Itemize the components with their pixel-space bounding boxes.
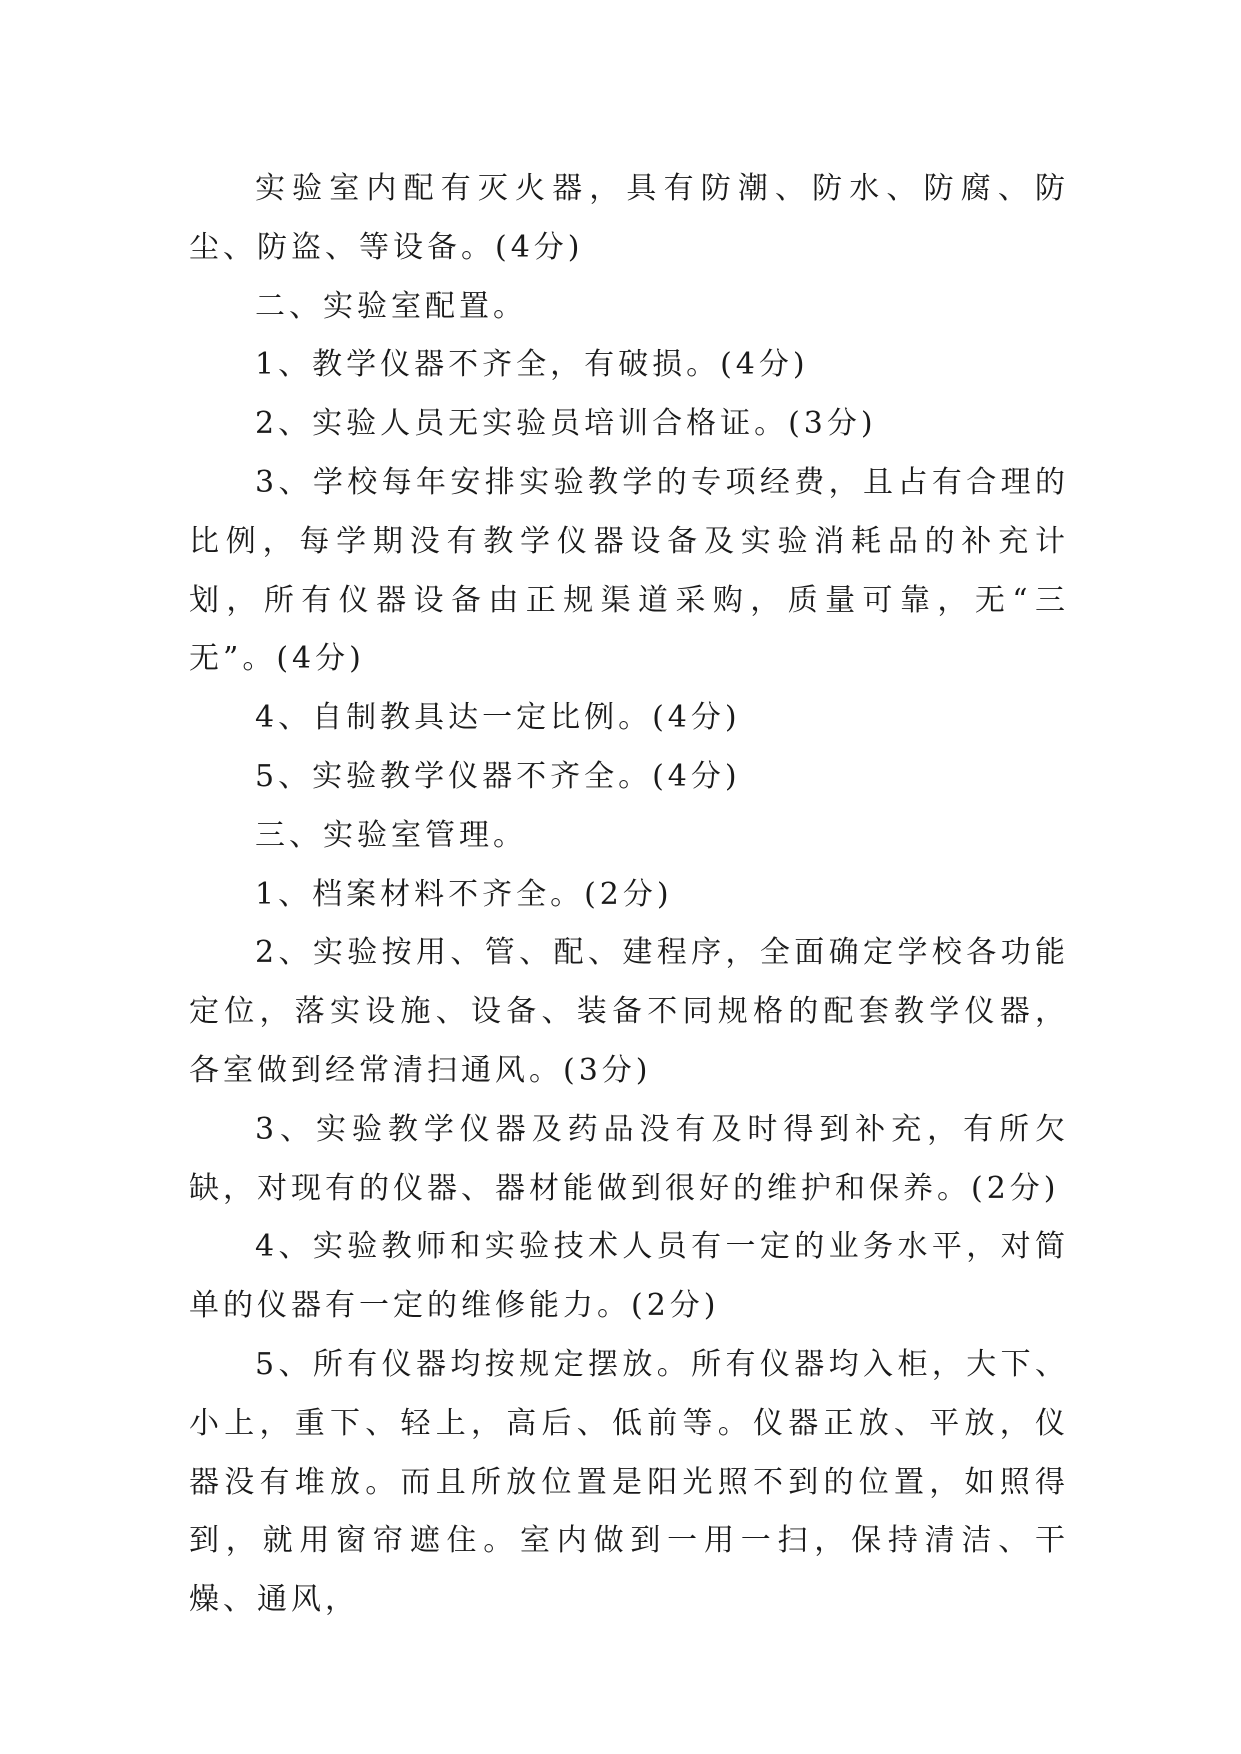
paragraph-config-item-4: 4、自制教具达一定比例。(4分) bbox=[255, 700, 741, 736]
paragraph-config-item-1: 1、教学仪器不齐全，有破损。(4分) bbox=[255, 347, 809, 383]
paragraph-management-item-3: 3、实验教学仪器及药品没有及时得到补充，有所欠缺，对现有的仪器、器材能做到很好的维护和保养。(2分) bbox=[189, 1111, 1069, 1206]
paragraph-management-item-1: 1、档案材料不齐全。(2分) bbox=[255, 876, 673, 912]
paragraph-management-item-5: 5、所有仪器均按规定摆放。所有仪器均入柜，大下、小上，重下、轻上，高后、低前等。仪器正放、平放，仪器没有堆放。而且所放位置是阳光照不到的位置，如照得到，就用窗帘遮住。室内做到一用一扫，保持清洁、干燥、通风， bbox=[189, 1346, 1069, 1618]
paragraph-management-item-2: 2、实验按用、管、配、建程序，全面确定学校各功能定位，落实设施、设备、装备不同规格的配套教学仪器，各室做到经常清扫通风。(3分) bbox=[189, 935, 1069, 1088]
paragraph-config-item-3: 3、学校每年安排实验教学的专项经费，且占有合理的比例，每学期没有教学仪器设备及实验消耗品的补充计划，所有仪器设备由正规渠道采购，质量可靠，无“三无”。(4分) bbox=[189, 464, 1069, 677]
paragraph-config-item-5: 5、实验教学仪器不齐全。(4分) bbox=[255, 758, 741, 794]
paragraph-management-item-4: 4、实验教师和实验技术人员有一定的业务水平，对简单的仪器有一定的维修能力。(2分) bbox=[189, 1229, 1069, 1324]
section-heading-lab-management: 三、实验室管理。 bbox=[255, 817, 527, 853]
document-body bbox=[189, 160, 1069, 1630]
paragraph-config-item-2: 2、实验人员无实验员培训合格证。(3分) bbox=[255, 406, 877, 442]
section-heading-lab-configuration: 二、实验室配置。 bbox=[255, 288, 527, 324]
paragraph-safety-equipment: 实验室内配有灭火器，具有防潮、防水、防腐、防尘、防盗、等设备。(4分) bbox=[189, 171, 1069, 265]
